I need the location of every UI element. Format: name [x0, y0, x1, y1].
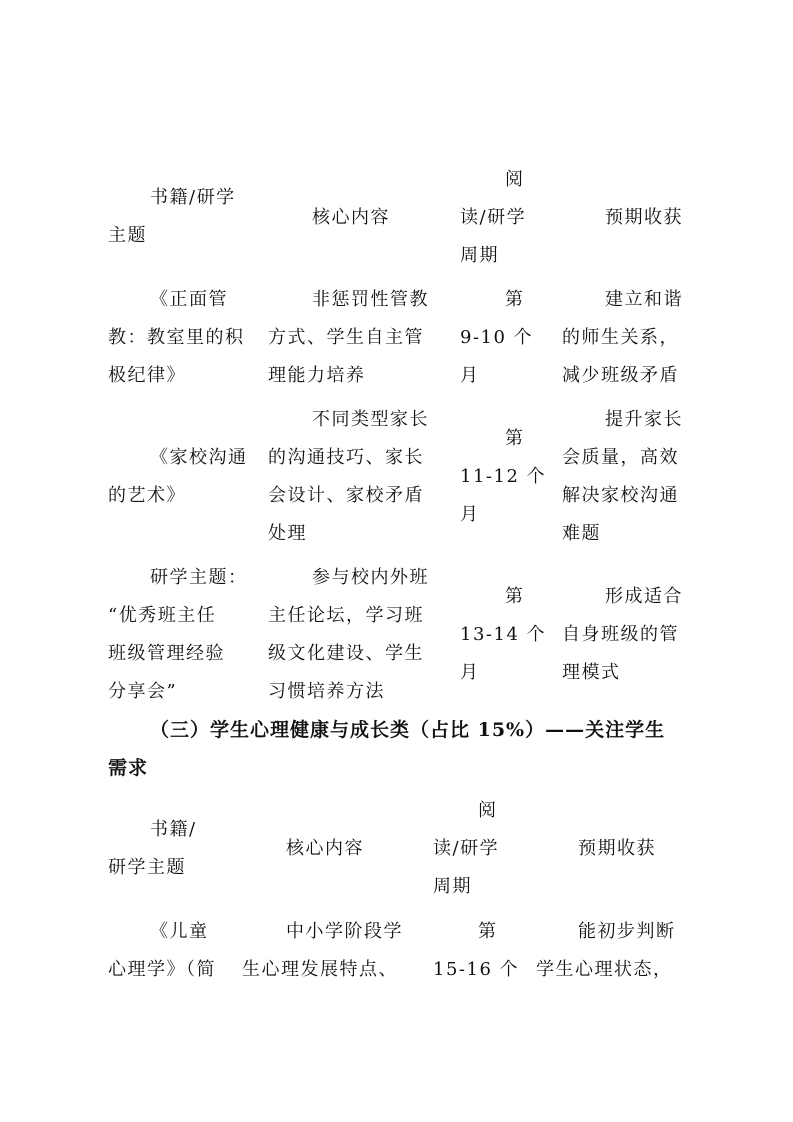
row-gain-line: 会质量，高效 — [562, 447, 679, 468]
table1-header-book-line: 书籍/研学 — [150, 187, 236, 208]
row-book-line: “优秀班主任 — [108, 605, 217, 626]
row-book-line: 教：教室里的积 — [108, 327, 245, 348]
row-book-line: 分享会” — [108, 681, 178, 702]
row-content-line: 方式、学生自主管 — [268, 327, 424, 348]
row-content-line: 的沟通技巧、家长 — [268, 447, 424, 468]
row-content-line: 生心理发展特点、 — [242, 959, 398, 980]
table2-header-period-line: 周期 — [433, 876, 472, 897]
table1-header-book-line: 主题 — [108, 225, 147, 246]
row-period-line: 9-10 个 — [460, 327, 534, 348]
row-content-line: 参与校内外班 — [312, 567, 429, 588]
row-period-line: 13-14 个 — [460, 624, 547, 645]
table2-header-gain: 预期收获 — [578, 838, 656, 859]
row-gain-line: 难题 — [562, 523, 601, 544]
row-content-line: 不同类型家长 — [312, 409, 429, 430]
row-gain-line: 减少班级矛盾 — [562, 365, 679, 386]
row-gain-line: 建立和谐 — [605, 289, 683, 310]
table2-header-book-line: 书籍/ — [150, 819, 197, 840]
row-content-line: 理能力培养 — [268, 365, 366, 386]
row-book-line: 研学主题： — [150, 567, 248, 588]
row-content-line: 习惯培养方法 — [268, 681, 385, 702]
row-period-line: 第 — [505, 586, 525, 607]
section-heading-line: 需求 — [108, 757, 149, 779]
row-content-line: 主任论坛，学习班 — [268, 605, 424, 626]
row-book-line: 的艺术》 — [108, 485, 186, 506]
row-gain-line: 学生心理状态， — [536, 959, 673, 980]
row-content-line: 会设计、家校矛盾 — [268, 485, 424, 506]
row-book-line: 极纪律》 — [108, 365, 186, 386]
row-period-line: 第 — [505, 428, 525, 449]
table2-header-book-line: 研学主题 — [108, 857, 186, 878]
section-heading-line: （三）学生心理健康与成长类（占比 15%）——关注学生 — [150, 719, 666, 741]
row-content-line: 非惩罚性管教 — [312, 289, 429, 310]
row-book-line: 《儿童 — [150, 921, 209, 942]
row-gain-line: 理模式 — [562, 662, 621, 683]
table1-header-period-line: 阅 — [505, 169, 525, 190]
row-book-line: 《正面管 — [150, 289, 228, 310]
row-content-line: 中小学阶段学 — [286, 921, 403, 942]
row-period-line: 月 — [460, 365, 480, 386]
row-gain-line: 的师生关系， — [562, 327, 679, 348]
row-gain-line: 形成适合 — [605, 586, 683, 607]
row-period-line: 第 — [505, 289, 525, 310]
row-content-line: 级文化建设、学生 — [268, 643, 424, 664]
table1-header-gain: 预期收获 — [605, 207, 683, 228]
table2-header-period-line: 读/研学 — [433, 838, 500, 859]
row-gain-line: 能初步判断 — [578, 921, 676, 942]
row-period-line: 15-16 个 — [433, 959, 520, 980]
row-gain-line: 提升家长 — [605, 409, 683, 430]
row-period-line: 11-12 个 — [460, 466, 547, 487]
row-period-line: 月 — [460, 662, 480, 683]
row-book-line: 班级管理经验 — [108, 643, 225, 664]
row-book-line: 心理学》（简 — [108, 959, 216, 980]
table1-header-content: 核心内容 — [312, 207, 390, 228]
row-content-line: 处理 — [268, 523, 307, 544]
table2-header-content: 核心内容 — [286, 838, 364, 859]
row-gain-line: 自身班级的管 — [562, 624, 679, 645]
table2-header-period-line: 阅 — [478, 800, 498, 821]
row-period-line: 第 — [478, 921, 498, 942]
row-gain-line: 解决家校沟通 — [562, 485, 679, 506]
table1-header-period-line: 周期 — [460, 245, 499, 266]
table1-header-period-line: 读/研学 — [460, 207, 527, 228]
row-book-line: 《家校沟通 — [150, 447, 248, 468]
row-period-line: 月 — [460, 504, 480, 525]
